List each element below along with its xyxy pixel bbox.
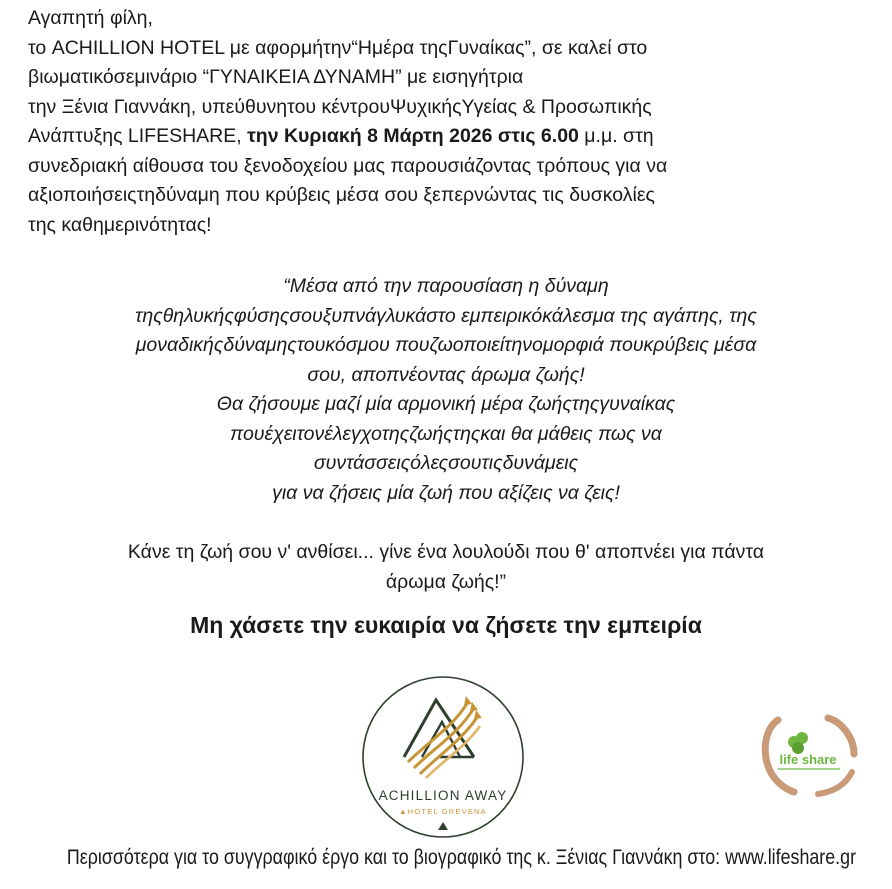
quote-line: “Μέσα από την παρουσίαση η δύναμη: [283, 275, 609, 297]
intro-line: το ACHILLION HOTEL με αφορμήτην“Ημέρα τηςΓυναίκας”, σε καλεί στο: [28, 36, 648, 59]
mountain-icon: [404, 696, 482, 778]
quote-line: τηςθηλυκήςφύσηςσουξυπνάγλυκάστο εμπειρικόκάλεσμα της αγάπης, της: [135, 304, 757, 327]
intro-line: βιωματικόσεμινάριο “ΓΥΝΑΙΚΕΙΑ ΔΥΝΑΜΗ” με εισηγήτρια: [28, 66, 524, 88]
quote-line: σου, αποπνέοντας άρωμα ζωής!: [307, 363, 585, 386]
quote-block: [20, 272, 872, 508]
intro-line: αξιοποιήσειςτηδύναμη που κρύβεις μέσα σου ξεπερνώντας τις δυσκολίες: [28, 184, 655, 206]
tagline: Μη χάσετε την ευκαιρία να ζήσετε την εμπειρία: [190, 612, 702, 638]
quote-line: για να ζήσεις μία ζωή που αξίζεις να ζεις!: [272, 481, 620, 504]
footer-note: Περισσότερα για το συγγραφικό έργο και το βιογραφικό της κ. Ξένιας Γιαννάκη στο: www.lifeshare.gr: [66, 846, 857, 869]
quote-line: συντάσσειςόλεςσουτιςδυνάμεις: [313, 452, 579, 474]
intro-text: μ.μ. στη: [578, 125, 654, 147]
event-date: την Κυριακή 8 Μάρτη 2026 στις 6.00: [247, 125, 579, 147]
hotel-subtitle: ▲HOTEL GREVENA: [399, 807, 487, 816]
greeting: Αγαπητή φίλη,: [28, 7, 153, 29]
lifeshare-logo: [758, 712, 862, 800]
clover-icon: [788, 732, 808, 754]
intro-paragraph: [28, 4, 864, 240]
intro-line: την Ξένια Γιαννάκη, υπεύθυνητου κέντρουΨυχικήςΥγείας & Προσωπικής: [28, 95, 652, 118]
achillion-away-logo: [358, 672, 528, 842]
quote-line: πουέχειτονέλεγχοτηςζωήςτηςκαι θα μάθεις πως να: [230, 422, 662, 445]
intro-line: συνεδριακή αίθουσα του ξενοδοχείου μας παρουσιάζοντας τρόπους για να: [28, 154, 668, 177]
hotel-name: ACHILLION AWAY: [378, 788, 508, 803]
closing-block: [20, 538, 872, 597]
closing-line: άρωμα ζωής!”: [385, 570, 507, 593]
lifeshare-name: life share: [779, 752, 837, 767]
intro-line-date: [28, 122, 864, 152]
closing-line: Κάνε τη ζωή σου ν' ανθίσει... γίνε ένα λουλούδι που θ' αποπνέει για πάντα: [127, 541, 765, 563]
quote-line: Θα ζήσουμε μαζί μία αρμονική μέρα ζωήςτηςγυναίκας: [216, 393, 676, 415]
triangle-icon: [438, 822, 448, 830]
intro-line: της καθημερινότητας!: [28, 213, 212, 236]
quote-line: μοναδικήςδύναμηςτουκόσμου πουζωοποιείτηνομορφιά πουκρύβεις μέσα: [135, 334, 757, 356]
intro-text: Ανάπτυξης LIFESHARE,: [28, 125, 248, 147]
